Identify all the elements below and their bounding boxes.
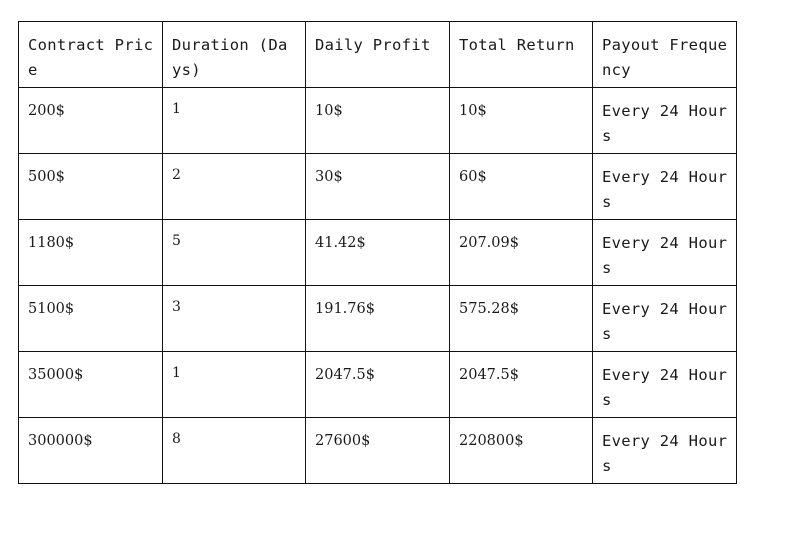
- cell-contract-price: 5100$: [19, 286, 163, 352]
- cell-duration: 2: [163, 154, 306, 220]
- cell-payout-frequency: Every 24 Hours: [593, 220, 737, 286]
- cell-total-return: 10$: [450, 88, 593, 154]
- header-payout-frequency: Payout Frequency: [593, 22, 737, 88]
- cell-daily-profit: 27600$: [306, 418, 450, 484]
- table-row: [19, 154, 737, 220]
- cell-daily-profit: 191.76$: [306, 286, 450, 352]
- header-total-return: Total Return: [450, 22, 593, 88]
- cell-duration: 3: [163, 286, 306, 352]
- cell-total-return: 2047.5$: [450, 352, 593, 418]
- cell-duration: 1: [163, 88, 306, 154]
- cell-contract-price: 300000$: [19, 418, 163, 484]
- table-row: [19, 418, 737, 484]
- cell-daily-profit: 30$: [306, 154, 450, 220]
- cell-payout-frequency: Every 24 Hours: [593, 286, 737, 352]
- header-duration: Duration (Days): [163, 22, 306, 88]
- table-row: [19, 88, 737, 154]
- cell-payout-frequency: Every 24 Hours: [593, 154, 737, 220]
- cell-daily-profit: 2047.5$: [306, 352, 450, 418]
- table-row: [19, 352, 737, 418]
- cell-duration: 1: [163, 352, 306, 418]
- cell-payout-frequency: Every 24 Hours: [593, 88, 737, 154]
- cell-daily-profit: 41.42$: [306, 220, 450, 286]
- cell-contract-price: 500$: [19, 154, 163, 220]
- contract-table: [18, 21, 737, 484]
- header-contract-price: Contract Price: [19, 22, 163, 88]
- table-row: [19, 220, 737, 286]
- cell-total-return: 220800$: [450, 418, 593, 484]
- header-daily-profit: Daily Profit: [306, 22, 450, 88]
- cell-daily-profit: 10$: [306, 88, 450, 154]
- table-header-row: [19, 22, 737, 88]
- cell-total-return: 575.28$: [450, 286, 593, 352]
- cell-payout-frequency: Every 24 Hours: [593, 418, 737, 484]
- cell-contract-price: 200$: [19, 88, 163, 154]
- cell-total-return: 60$: [450, 154, 593, 220]
- cell-total-return: 207.09$: [450, 220, 593, 286]
- cell-payout-frequency: Every 24 Hours: [593, 352, 737, 418]
- table-row: [19, 286, 737, 352]
- cell-contract-price: 1180$: [19, 220, 163, 286]
- cell-contract-price: 35000$: [19, 352, 163, 418]
- cell-duration: 8: [163, 418, 306, 484]
- cell-duration: 5: [163, 220, 306, 286]
